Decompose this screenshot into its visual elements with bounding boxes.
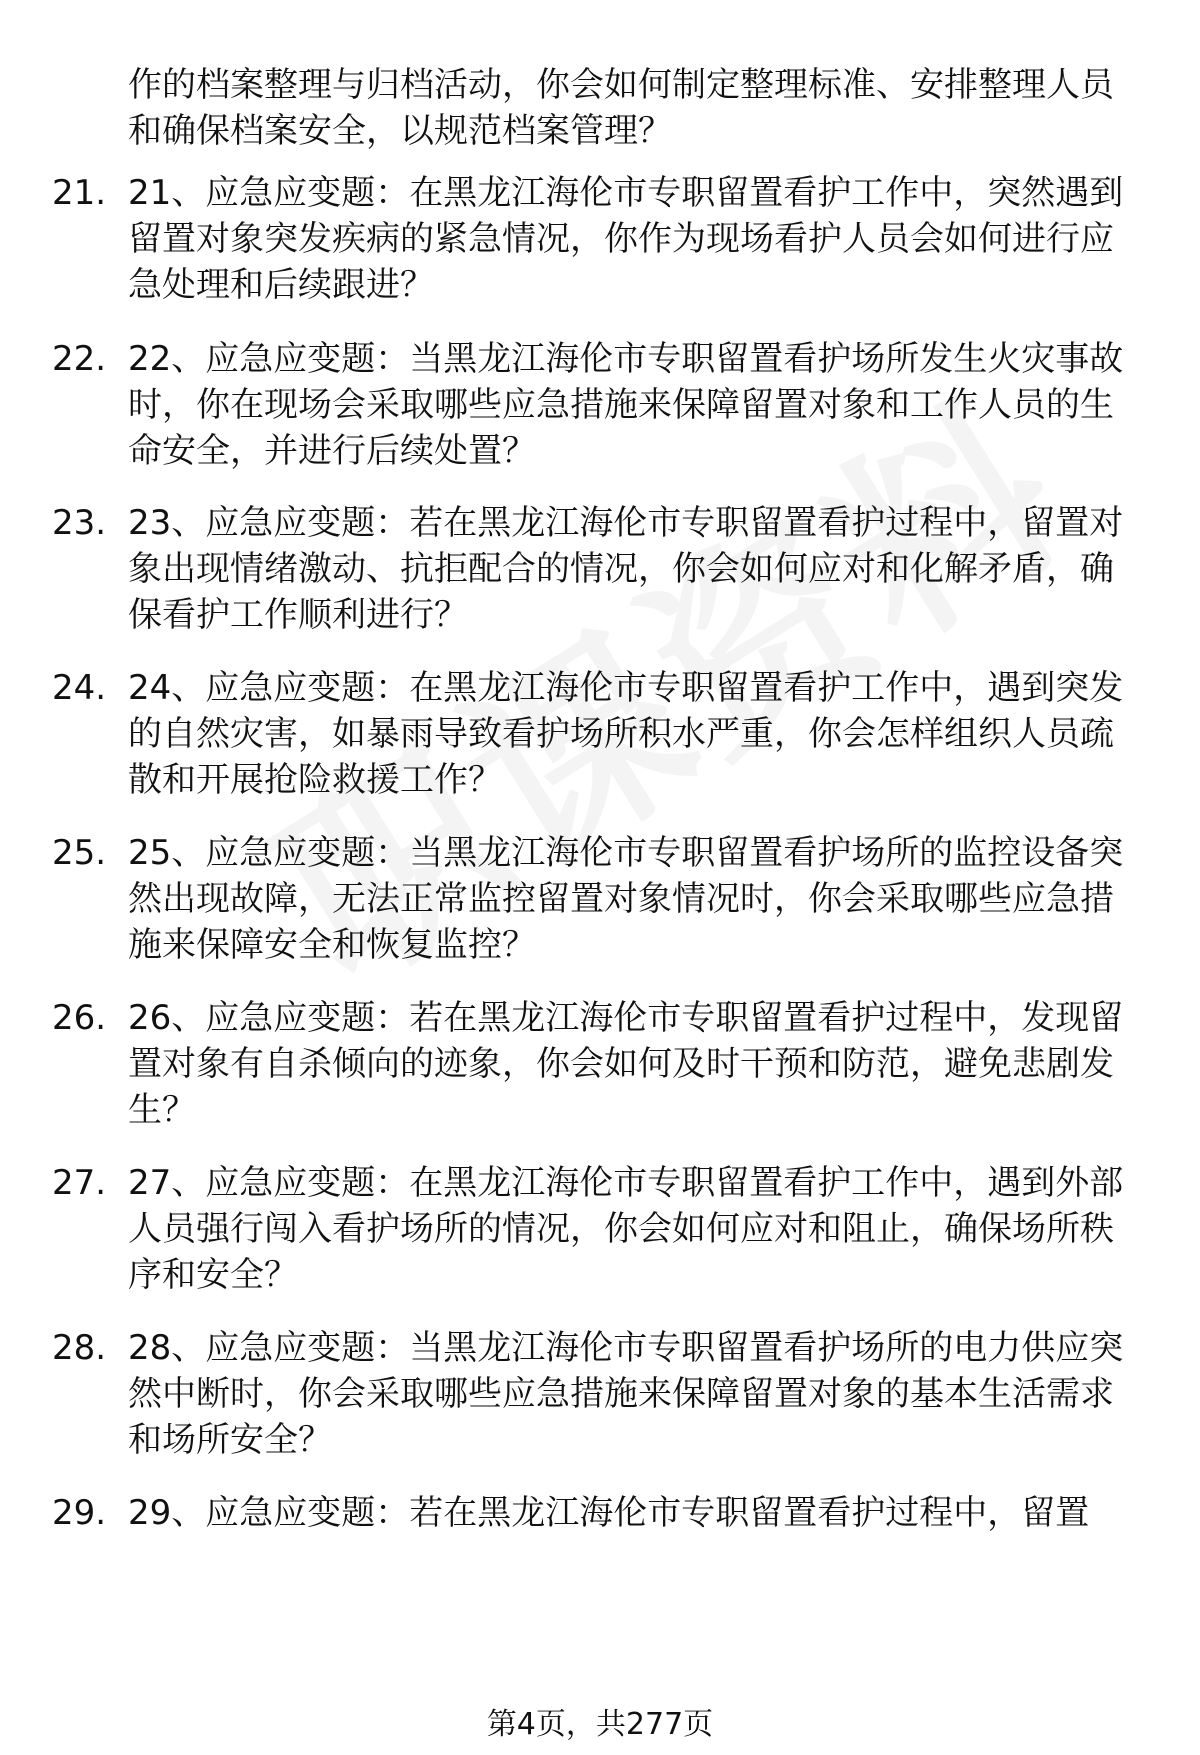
- question-number: 21.: [52, 173, 107, 213]
- question-text: 23、应急应变题：若在黑龙江海伦市专职留置看护过程中，留置对象出现情绪激动、抗拒配合的情况，你会如何应对和化解矛盾，确保看护工作顺利进行？: [128, 503, 1124, 635]
- question-text: 21、应急应变题：在黑龙江海伦市专职留置看护工作中，突然遇到留置对象突发疾病的紧急情况，你作为现场看护人员会如何进行应急处理和后续跟进？: [128, 173, 1124, 305]
- question-number: 28.: [52, 1328, 107, 1368]
- question-text: 29、应急应变题：若在黑龙江海伦市专职留置看护过程中，留置: [128, 1493, 1090, 1533]
- question-number: 25.: [52, 833, 107, 873]
- question-number: 24.: [52, 668, 107, 708]
- question-number: 22.: [52, 339, 107, 379]
- question-number: 29.: [52, 1493, 107, 1533]
- question-text: 22、应急应变题：当黑龙江海伦市专职留置看护场所发生火灾事故时，你在现场会采取哪些应急措施来保障留置对象和工作人员的生命安全，并进行后续处置？: [128, 339, 1124, 471]
- question-text: 28、应急应变题：当黑龙江海伦市专职留置看护场所的电力供应突然中断时，你会采取哪些应急措施来保障留置对象的基本生活需求和场所安全？: [128, 1328, 1124, 1460]
- page-footer: 第4页，共277页: [486, 1707, 714, 1742]
- question-text: 24、应急应变题：在黑龙江海伦市专职留置看护工作中，遇到突发的自然灾害，如暴雨导致看护场所积水严重，你会怎样组织人员疏散和开展抢险救援工作？: [128, 668, 1124, 800]
- intro-paragraph: 作的档案整理与归档活动，你会如何制定整理标准、安排整理人员和确保档案安全，以规范档案管理？: [128, 65, 1114, 151]
- question-number: 26.: [52, 998, 107, 1038]
- question-text: 26、应急应变题：若在黑龙江海伦市专职留置看护过程中，发现留置对象有自杀倾向的迹象，你会如何及时干预和防范，避免悲剧发生？: [128, 998, 1124, 1130]
- question-text: 27、应急应变题：在黑龙江海伦市专职留置看护工作中，遇到外部人员强行闯入看护场所的情况，你会如何应对和阻止，确保场所秩序和安全？: [128, 1163, 1124, 1295]
- question-number: 23.: [52, 503, 107, 543]
- question-text: 25、应急应变题：当黑龙江海伦市专职留置看护场所的监控设备突然出现故障，无法正常监控留置对象情况时，你会采取哪些应急措施来保障安全和恢复监控？: [128, 833, 1124, 965]
- question-number: 27.: [52, 1163, 107, 1203]
